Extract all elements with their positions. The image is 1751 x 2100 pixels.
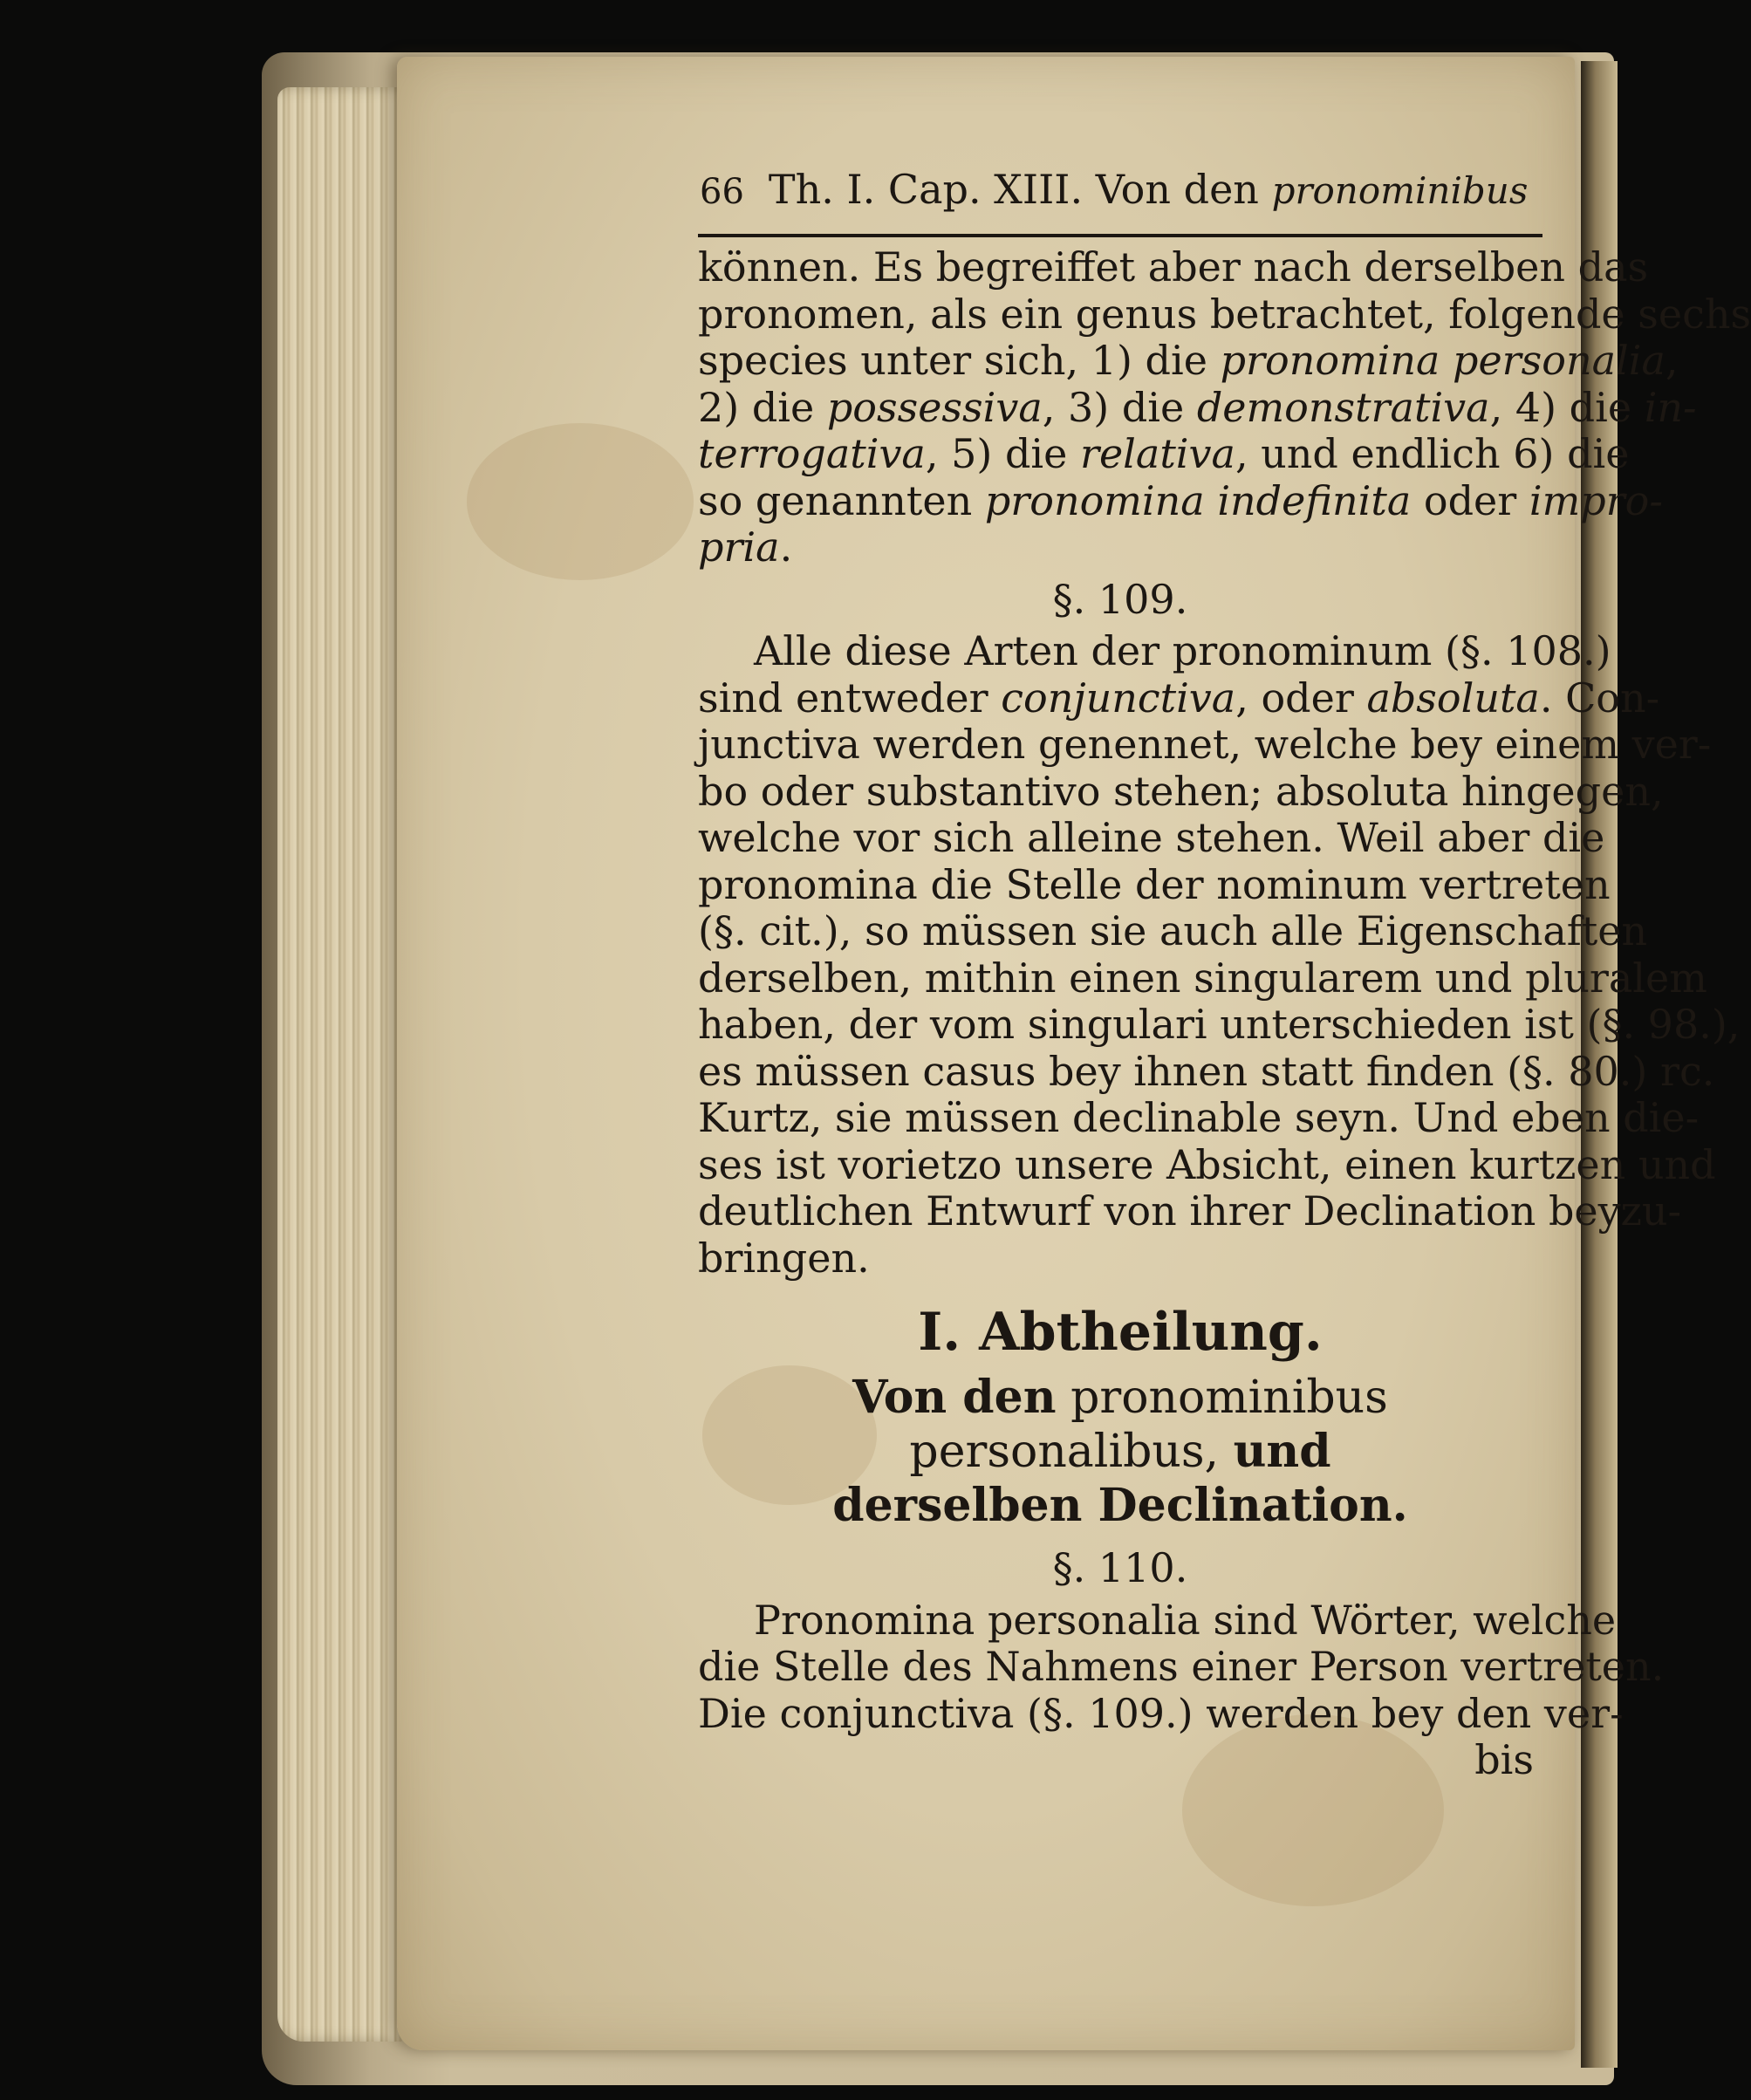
paragraph-110 <box>698 1596 1665 1738</box>
text-line <box>698 1187 1682 1235</box>
latin-term: conjunctiva <box>1001 674 1236 722</box>
text-run: , 3) die <box>1042 383 1197 431</box>
section-109-label: §. 109. <box>1052 575 1188 623</box>
text-run: , oder <box>1235 674 1367 722</box>
latin-term: in- <box>1644 383 1697 431</box>
division-heading: I. Abtheilung. <box>918 1302 1323 1363</box>
subheading-plain: pronominibus personalibus, <box>909 1371 1388 1478</box>
text-run: Alle diese Arten der pronominum (§. 108.) <box>754 627 1611 674</box>
text-run: , 4) die <box>1489 383 1645 431</box>
text-line <box>698 1643 1665 1691</box>
paragraph-108-continued <box>698 243 1751 571</box>
text-line <box>698 524 1542 571</box>
text-run: sind entweder <box>698 674 1002 722</box>
running-head-latin: pronominibus <box>1271 169 1529 212</box>
text-line <box>698 721 1712 769</box>
text-run: . <box>779 523 793 571</box>
text-run: bo oder substantivo stehen; absoluta hingegen, <box>698 767 1664 815</box>
subheading-line2: derselben Declination. <box>832 1479 1408 1532</box>
text-line <box>698 954 1707 1002</box>
text-run: (§. cit.), so müssen sie auch alle Eigenschaften <box>698 907 1648 954</box>
catchword: bis <box>1474 1736 1534 1783</box>
text-run: ses ist vorietzo unsere Absicht, einen kurtzen und <box>698 1140 1716 1188</box>
head-rule <box>698 234 1542 237</box>
text-line <box>698 627 1611 675</box>
text-run: es müssen casus bey ihnen statt finden (§. 80.) rc. <box>698 1047 1715 1095</box>
text-run: pronomina die Stelle der nominum vertreten <box>698 860 1611 908</box>
text-line <box>698 767 1664 816</box>
text-run: species unter sich, 1) die <box>698 337 1221 384</box>
text-run: , <box>1665 337 1679 384</box>
text-line <box>698 337 1679 385</box>
text-run: Die conjunctiva (§. 109.) werden bey den ver- <box>698 1689 1624 1737</box>
text-run: junctiva werden genennet, welche bey einem ver- <box>698 721 1712 768</box>
page-edges-stack <box>277 87 417 2042</box>
latin-term: terrogativa <box>698 430 926 477</box>
text-run: Kurtz, sie müssen declinable seyn. Und eben die- <box>698 1094 1700 1141</box>
text-run: die Stelle des Nahmens einer Person vertreten. <box>698 1643 1665 1690</box>
latin-term: demonstrativa <box>1196 383 1490 431</box>
text-run: bringen. <box>698 1234 870 1282</box>
page-text-block <box>698 166 1751 1784</box>
text-line <box>698 1001 1741 1049</box>
text-run: Pronomina personalia sind Wörter, welche <box>754 1596 1617 1644</box>
text-line <box>698 674 1660 722</box>
subheading-bold-end: und <box>1233 1425 1331 1478</box>
text-run: pronomen, als ein genus betrachtet, folgende sechs <box>698 290 1751 338</box>
latin-term: relativa <box>1079 430 1235 477</box>
latin-term: pronomina indefinita <box>984 476 1412 524</box>
text-run: deutlichen Entwurf von ihrer Declination beyzu- <box>698 1187 1682 1235</box>
division-subheading <box>698 1371 1542 1533</box>
text-line <box>698 1140 1716 1189</box>
text-line <box>698 243 1649 291</box>
latin-term: absoluta <box>1366 674 1540 722</box>
running-head-title <box>769 166 1534 213</box>
text-line <box>698 814 1605 862</box>
running-head-prefix: Th. I. Cap. XIII. Von den <box>768 166 1259 213</box>
text-line <box>698 907 1648 955</box>
latin-term: pria <box>698 523 780 571</box>
text-line <box>698 860 1611 909</box>
text-line <box>698 1235 1542 1283</box>
text-line <box>698 476 1663 525</box>
text-run: so genannten <box>698 476 985 524</box>
text-line <box>698 290 1751 339</box>
latin-term: possessiva <box>826 383 1043 431</box>
text-run: können. Es begreiffet aber nach derselben das <box>698 243 1649 291</box>
running-head <box>698 166 1542 227</box>
text-line <box>698 430 1630 478</box>
text-run: welche vor sich alleine stehen. Weil aber die <box>698 814 1605 861</box>
paper-stain <box>467 423 694 580</box>
text-line <box>698 1689 1624 1738</box>
subheading-bold-start: Von den <box>852 1371 1057 1424</box>
text-run: , 5) die <box>925 430 1080 477</box>
text-line <box>698 1094 1700 1142</box>
latin-term: pronomina personalia <box>1220 337 1666 384</box>
text-run: 2) die <box>698 383 827 431</box>
text-line <box>698 1047 1715 1096</box>
text-run: , und endlich 6) die <box>1235 430 1630 477</box>
section-110-label: §. 110. <box>1052 1544 1188 1591</box>
text-line <box>698 383 1697 432</box>
paragraph-109 <box>698 627 1741 1282</box>
latin-term: impro- <box>1529 476 1663 524</box>
text-line <box>698 1596 1617 1645</box>
text-run: oder <box>1411 476 1529 524</box>
text-run: . Con- <box>1539 674 1660 722</box>
text-run: haben, der vom singulari unterschieden ist (§. 98.), <box>698 1001 1741 1048</box>
page-number: 66 <box>700 172 744 212</box>
text-run: derselben, mithin einen singularem und pluralem <box>698 954 1707 1002</box>
